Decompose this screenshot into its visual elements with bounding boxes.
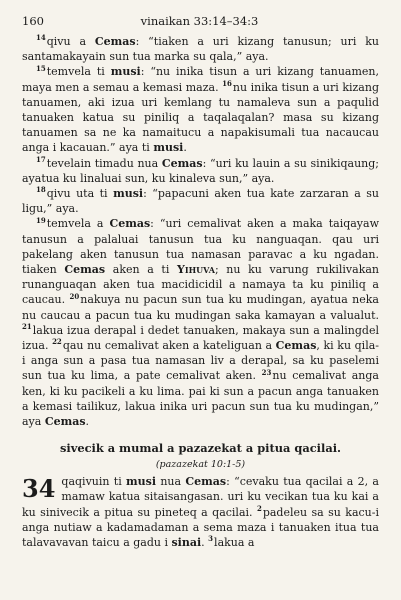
proper-name: Cemas xyxy=(64,263,106,277)
verse-text: qaqivuin ti xyxy=(61,475,127,489)
verse-text: nua xyxy=(156,475,186,489)
verse-text: qau nu cemalivat aken a kateliguan a xyxy=(62,339,276,353)
section-heading: sivecik a mumal a pazazekat a pitua qacilai. xyxy=(59,441,342,456)
proper-name: Cemas xyxy=(94,35,136,48)
verse-number: 16 xyxy=(222,78,232,88)
verse-text: lakua a xyxy=(214,536,255,550)
proper-name: Cemas xyxy=(275,339,317,353)
verse-number: 22 xyxy=(52,337,62,347)
verse-text: lakua izua derapal i dedet tanuaken, makaya sun a malingdel izua. xyxy=(22,323,379,353)
page-header xyxy=(22,14,379,28)
verse-text: , ki ku qila-i anga sun a pasa tua namasan liv a derapal, sa ku paselemi sun tua ku lima, a pate cemalivat aken. xyxy=(22,339,379,383)
verse-number: 2 xyxy=(256,504,262,514)
page-number: 160 xyxy=(22,14,44,28)
chapter-paragraph xyxy=(22,474,379,550)
proper-name: sinai xyxy=(171,536,202,550)
verse-paragraphs xyxy=(22,34,379,429)
verse-text: temvela a xyxy=(46,217,110,231)
section-reference: (pazazekat 10:1-5) xyxy=(155,459,246,471)
proper-name: Yihuva xyxy=(177,263,215,277)
verse-number: 23 xyxy=(261,367,272,377)
proper-name: musi xyxy=(113,187,144,201)
verse-paragraph-p14 xyxy=(22,34,379,64)
proper-name: musi xyxy=(126,475,157,489)
verse-text: tevelain timadu nua xyxy=(46,156,162,170)
verse-text: : “tiaken a uri kizang tanusun; uri ku santamakayain sun tua marka su qala,” aya. xyxy=(22,35,379,64)
verse-number: 15 xyxy=(36,63,46,73)
verse-text: nu inika tisun a uri kizang tanuamen, aki izua uri kemlang tu namaleva sun a paqulid tanuaken katua su piniliq a taqalaqalan? masa su kizang tanuamen sa ne ka namaitucu a napakisumali tua nacaucau anga i kacauan.” aya ti xyxy=(22,80,379,155)
verse-text: qivu uta ti xyxy=(46,187,114,201)
verse-text: : “papacuni aken tua kate zarzaran a su ligu,” aya. xyxy=(22,187,379,216)
verse-text: nakuya nu pacun sun tua ku mudingan, ayatua neka nu caucau a pacun tua ku mudingan saka kamayan a valualut. xyxy=(22,293,379,322)
proper-name: musi xyxy=(153,141,184,155)
chapter-34-block xyxy=(22,474,379,550)
verse-paragraph-p18 xyxy=(22,186,379,216)
verse-number: 14 xyxy=(36,33,46,43)
verse-number: 18 xyxy=(36,185,46,195)
verse-number: 3 xyxy=(208,534,214,544)
verse-text: . xyxy=(183,141,187,155)
proper-name: Cemas xyxy=(185,475,227,489)
verse-text: ; nu ku varung rukilivakan runanguaqan aken tua macidicidil a namaya ta ku piniliq a caucau. xyxy=(22,263,379,307)
verse-paragraph-p15 xyxy=(22,64,379,155)
running-title: vinaikan 33:14–34:3 xyxy=(140,14,259,28)
verse-text: qivu a xyxy=(46,35,95,48)
verse-text: padeleu sa su kacu-i anga nutiaw a kadamadaman a sema maza i tanuaken itua tua talavavavan taicu a gadu i xyxy=(22,505,379,550)
proper-name: musi xyxy=(110,65,141,79)
verse-text: aken a ti xyxy=(105,263,177,277)
verse-text: . xyxy=(201,536,209,550)
verse-paragraph-p19 xyxy=(22,216,379,429)
verse-text: : “uri ku lauin a su sinikiqaung; ayatua ku linaluai sun, ku kinaleva sun,” aya. xyxy=(22,156,380,185)
verse-number: 17 xyxy=(36,154,46,164)
verse-text: temvela ti xyxy=(46,65,111,79)
verse-number: 21 xyxy=(22,322,32,332)
verse-number: 20 xyxy=(69,291,80,301)
verse-text: : “uri cemalivat aken a maka taiqayaw tanusun a palaluai tanusun tua ku nanguaqan. qau uri pakelang aken tanusun tua namasan paravac a ku ngadan. tiaken xyxy=(22,217,379,277)
proper-name: Cemas xyxy=(161,156,203,170)
verse-paragraph-p17 xyxy=(22,156,379,186)
proper-name: Cemas xyxy=(109,217,151,231)
verse-text: : “nu inika tisun a uri kizang tanuamen, maya men a semau a kemasi maza. xyxy=(22,65,380,94)
verse-text: : “cevaku tua qacilai a 2, a mamaw katua sitaisangasan. uri ku vecikan tua ku kai a ku sinivecik a pitua su pineteq a qacilai. xyxy=(22,475,379,519)
verse-text: nu cemalivat anga ken, ki ku pacikeli a ku lima. pai ki sun a pacun anga tanuaken a kemasi tailikuz, lakua inika uri pacun sun tua ku mudingan,” aya xyxy=(22,369,379,429)
proper-name: Cemas xyxy=(44,415,86,429)
verse-number: 19 xyxy=(36,215,46,225)
chapter-number: 34 xyxy=(22,474,56,504)
verse-text: . xyxy=(85,415,90,429)
